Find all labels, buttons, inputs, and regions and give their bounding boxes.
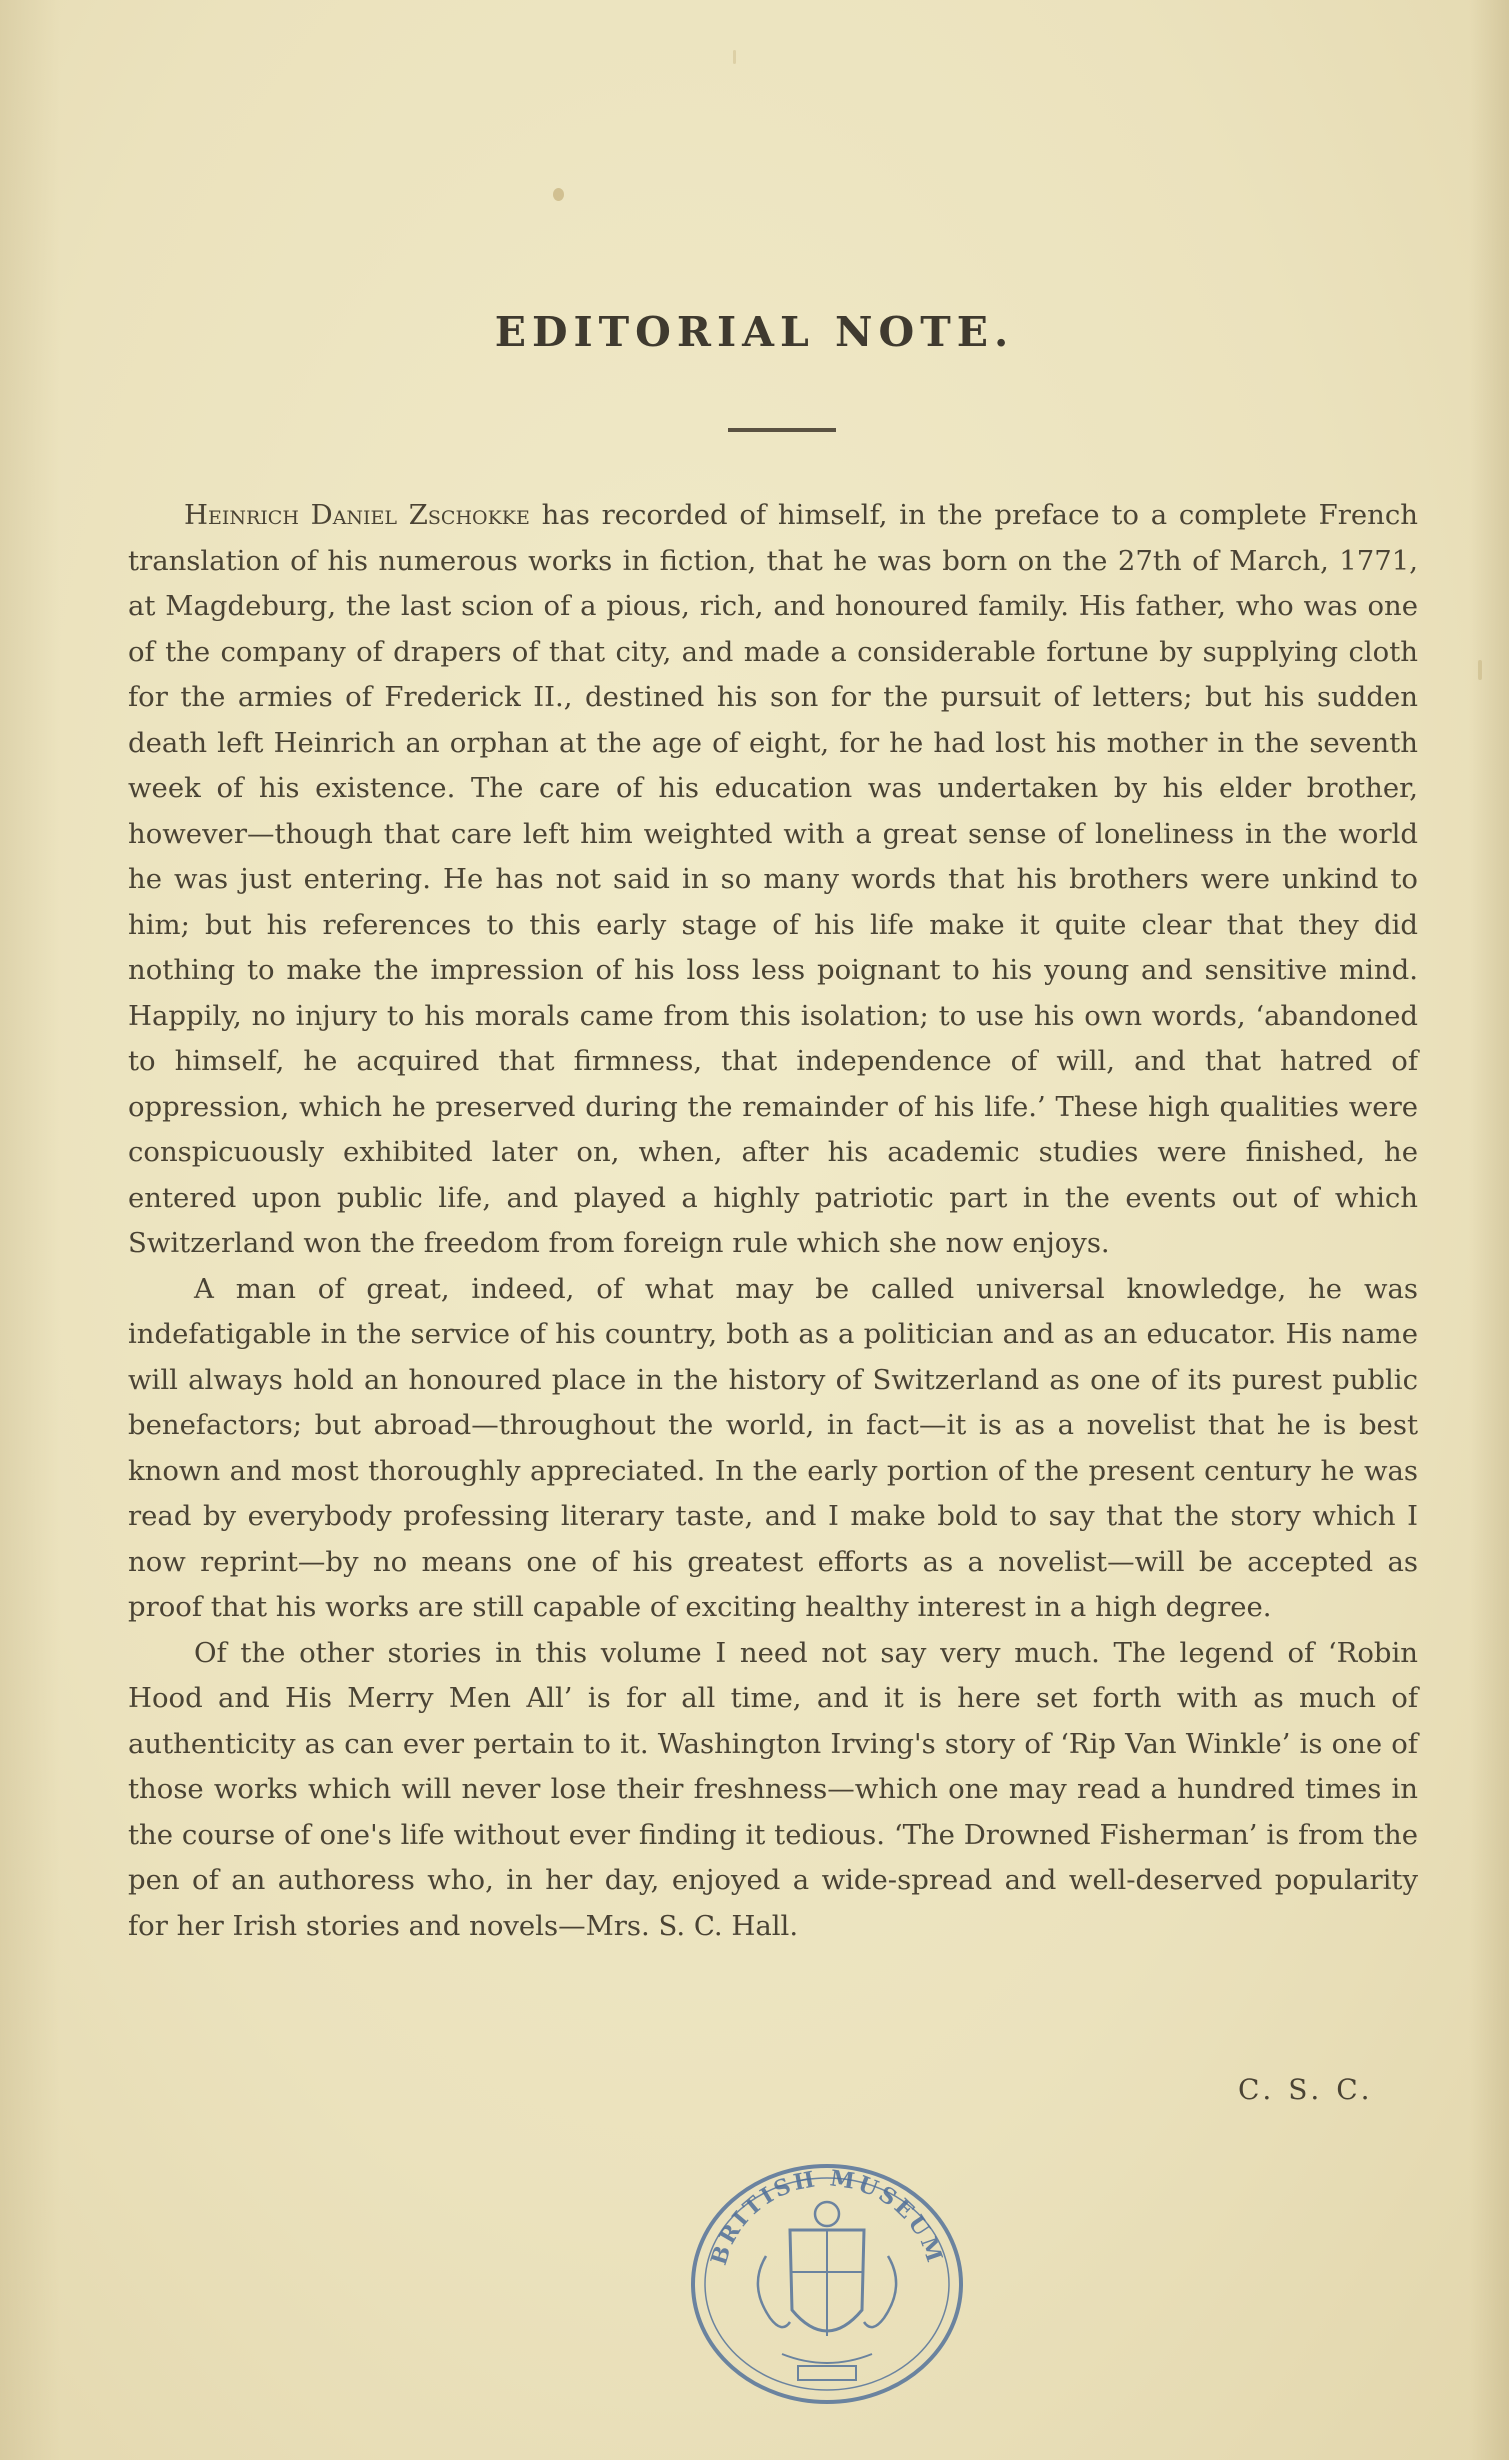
editor-signature: C. S. C.	[1238, 2073, 1374, 2106]
paragraph-other-stories: Of the other stories in this volume I need not say very much. The legend of ‘Robin Hood and His Merry Men All’ is for all time, and it is here set forth with as much of authenticity as can ever pertain to it. Washington Irving's story of ‘Rip Van Winkle’ is one of those works which will never lose their freshness—which one may read a hundred times in the course of one's life without ever finding it tedious. ‘The Drowned Fisherman’ is from the pen of an authoress who, in her day, enjoyed a wide-spread and well-deserved popularity for her Irish stories and novels—Mrs. S. C. Hall.	[128, 1636, 1418, 1942]
paper-speck	[1478, 660, 1482, 680]
paragraph-biography-text: has recorded of himself, in the preface to a complete French translation of his numerous works in fiction, that he was born on the 27th of March, 1771, at Magdeburg, the last scion of a pious, rich, and honoured family. His father, who was one of the company of drapers of that city, and made a considerable fortune by supplying cloth for the armies of Frederick II., destined his son for the pursuit of letters; but his sudden death left Heinrich an orphan at the age of eight, for he had lost his mother in the seventh week of his existence. The care of his education was undertaken by his elder brother, however—though that care left him weighted with a great sense of loneliness in the world he was just entering. He has not said in so many words that his brothers were unkind to him; but his references to this early stage of his life make it quite clear that they did nothing to make the impression of his loss less poignant to his young and sensitive mind. Happily, no injury to his morals came from this isolation; to use his own words, ‘abandoned to himself, he acquired that firmness, that independence of will, and that hatred of oppression, which he preserved during the remainder of his life.’ These high qualities were conspicuously exhibited later on, when, after his academic studies were finished, he entered upon public life, and played a highly patriotic part in the events out of which Switzerland won the freedom from foreign rule which she now enjoys.	[128, 499, 1418, 1259]
page-title: EDITORIAL NOTE.	[494, 308, 1015, 356]
stamp-label: BRITISH MUSEUM	[705, 2165, 949, 2269]
paper-speck	[733, 50, 736, 64]
paper-speck	[553, 188, 564, 201]
paragraph-biography	[128, 493, 1418, 1267]
title-divider	[728, 428, 836, 432]
editorial-body	[128, 493, 1418, 1949]
library-stamp-icon	[686, 2160, 968, 2408]
author-name: Heinrich Daniel Zschokke	[184, 499, 530, 531]
paragraph-reputation: A man of great, indeed, of what may be called universal knowledge, he was indefatigable in the service of his country, both as a politician and as an educator. His name will always hold an honoured place in the history of Switzerland as one of its purest public benefactors; but abroad—throughout the world, in fact—it is as a novelist that he is best known and most thoroughly appreciated. In the early portion of the present century he was read by everybody professing literary taste, and I make bold to say that the story which I now reprint—by no means one of his greatest efforts as a novelist—will be accepted as proof that his works are still capable of exciting healthy interest in a high degree.	[128, 1272, 1418, 1623]
